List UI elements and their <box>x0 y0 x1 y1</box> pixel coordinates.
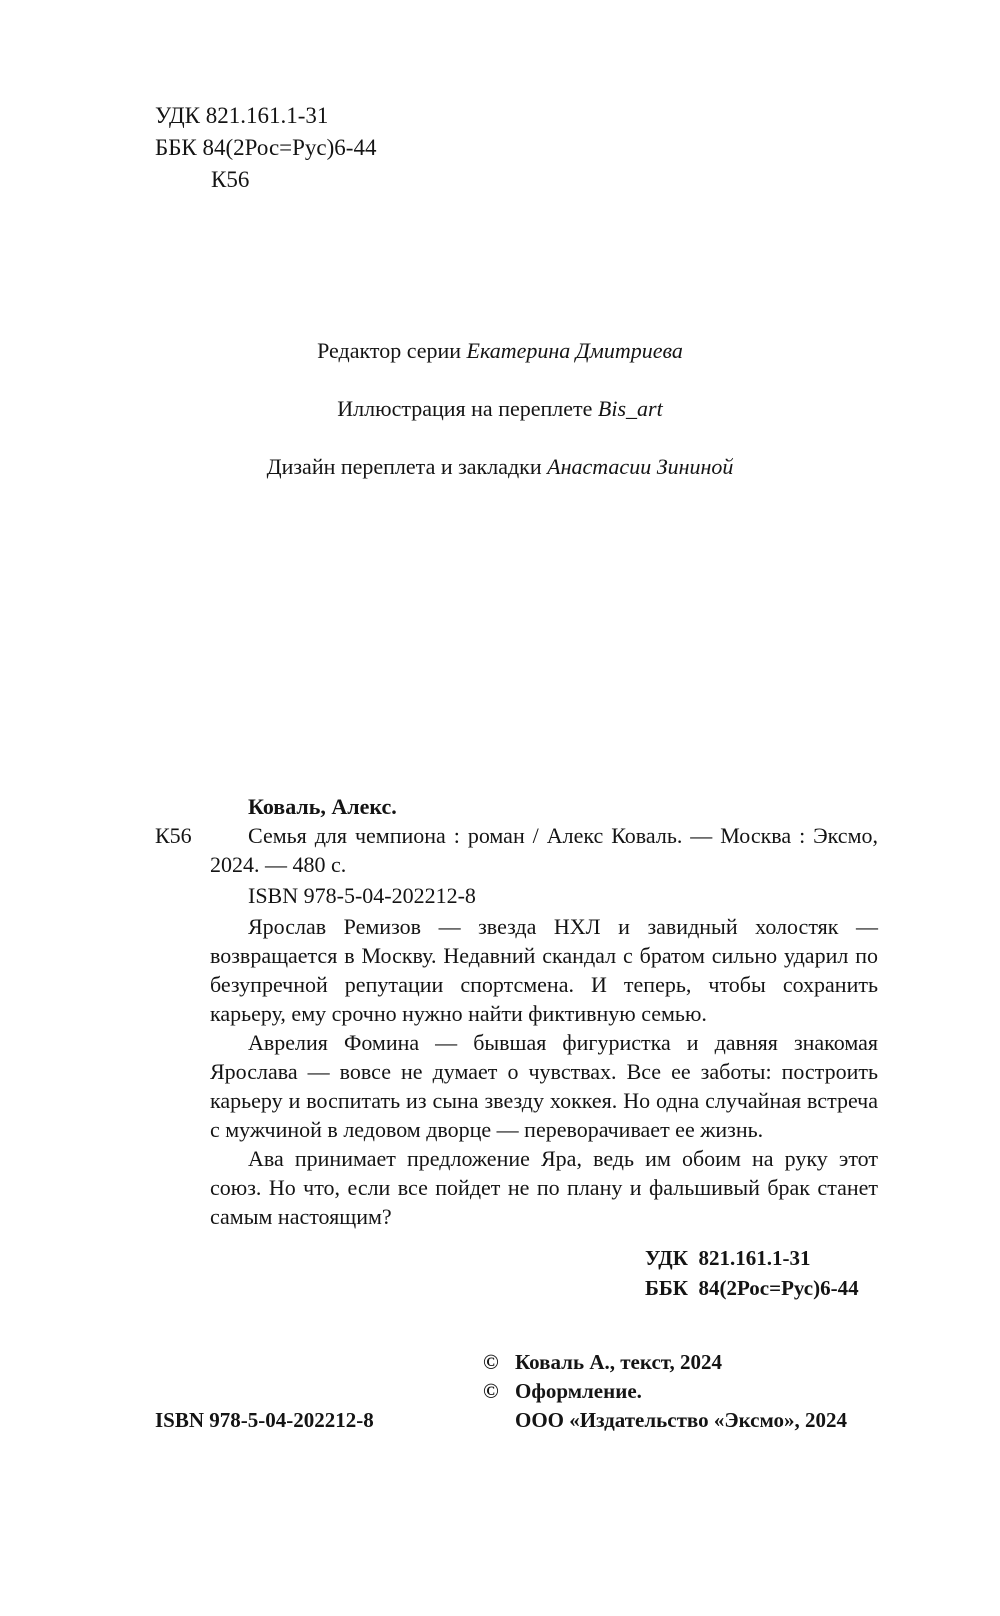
catalog-entry <box>155 792 878 1231</box>
annotation-paragraph-3: Ава принимает предложение Яра, ведь им обоим на руку этот союз. Но что, если все пойдет не по плану и фальшивый брак станет самым настоящим? <box>210 1146 878 1229</box>
credit-role: Дизайн переплета и закладки <box>266 454 542 479</box>
annotation-paragraph-2: Аврелия Фомина — бывшая фигуристка и давняя знакомая Ярослава — вовсе не думает о чувствах. Все ее заботы: построить карьеру и воспитать из сына звезду хоккея. Но одна случайная встреча с мужчиной в ледовом дворце — переворачивает ее жизнь. <box>210 1030 878 1142</box>
cover-illustration-credit <box>0 396 1000 422</box>
copyright-block <box>483 1348 847 1435</box>
classification-codes-top <box>155 100 376 196</box>
classification-codes-bottom <box>645 1243 859 1303</box>
copyright-publisher-line <box>483 1406 847 1435</box>
udc-code-top: УДК 821.161.1-31 <box>155 103 329 128</box>
catalog-author: Коваль, Алекс. <box>248 794 397 819</box>
udc-code-bottom: УДК 821.161.1-31 <box>645 1246 811 1270</box>
copyright-author-line <box>483 1348 847 1377</box>
author-sign-top: К56 <box>211 167 250 192</box>
copyright-design-text: Оформление. <box>515 1379 642 1403</box>
credits-block <box>0 338 1000 512</box>
copyright-symbol: © <box>483 1350 499 1374</box>
catalog-description: Семья для чемпиона : роман / Алекс Коваль. — Москва : Эксмо, 2024. — 480 с. <box>210 823 878 877</box>
copyright-symbol: © <box>483 1379 499 1403</box>
credit-role: Иллюстрация на переплете <box>337 396 593 421</box>
annotation-block <box>210 912 878 1231</box>
copyright-author-text: Коваль А., текст, 2024 <box>515 1350 723 1374</box>
credit-role: Редактор серии <box>317 338 462 363</box>
bbk-code-top: ББК 84(2Рос=Рус)6-44 <box>155 135 377 160</box>
cover-design-credit <box>0 454 1000 480</box>
copyright-publisher-text: ООО «Издательство «Эксмо», 2024 <box>515 1408 848 1432</box>
credit-name: Екатерина Дмитриева <box>466 338 683 363</box>
isbn-entry: ISBN 978-5-04-202212-8 <box>248 883 476 908</box>
annotation-paragraph-1: Ярослав Ремизов — звезда НХЛ и завидный холостяк — возвращается в Москву. Недавний скандал с братом сильно ударил по безупречной репутации спортсмена. И теперь, чтобы сохранить карьеру, ему срочно нужно найти фиктивную семью. <box>210 914 878 1026</box>
copyright-design-line <box>483 1377 847 1406</box>
isbn-bottom: ISBN 978-5-04-202212-8 <box>155 1408 374 1432</box>
series-editor-credit <box>0 338 1000 364</box>
catalog-description-paragraph <box>155 821 878 879</box>
bbk-code-bottom: ББК 84(2Рос=Рус)6-44 <box>645 1276 859 1300</box>
credit-name: Анастасии Зининой <box>547 454 734 479</box>
credit-name: Bis_art <box>597 396 663 421</box>
author-sign-entry: К56 <box>155 823 192 848</box>
